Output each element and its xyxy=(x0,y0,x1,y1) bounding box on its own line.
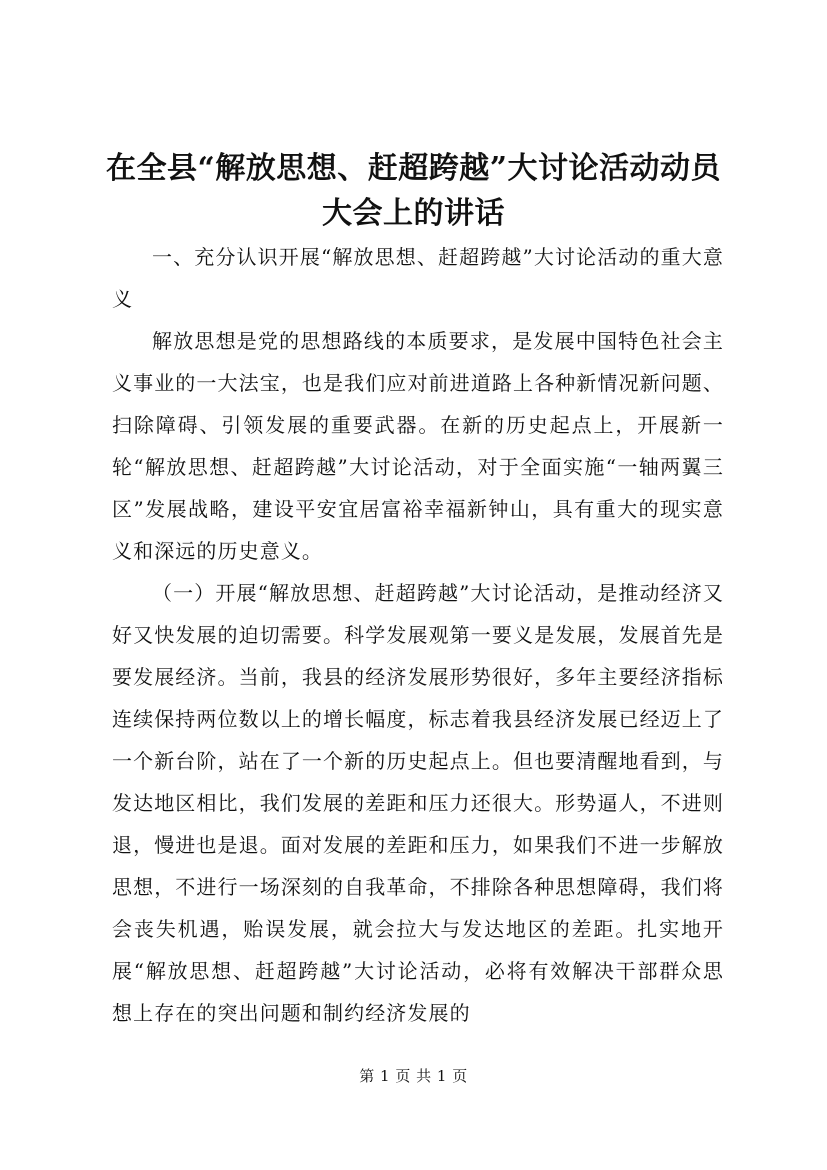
page-footer: 第 1 页 共 1 页 xyxy=(359,1067,468,1085)
document-title: 在全县“解放思想、赶超跨越”大讨论活动动员大会上的讲话 xyxy=(105,151,721,231)
body-paragraph: 解放思想是党的思想路线的本质要求，是发展中国特色社会主义事业的一大法宝，也是我们应对前进道路上各种新情况新问题、扫除障碍、引领发展的重要武器。在新的历史起点上，开展新一轮“解放思想、赶超跨越”大讨论活动，对于全面实施“一轴两翼三区”发展战略，建设平安宜居富裕幸福新钟山，具有重大的现实意义和深远的历史意义。 xyxy=(112,329,724,563)
body-paragraph: （一）开展“解放思想、赶超跨越”大讨论活动，是推动经济又好又快发展的迫切需要。科学发展观第一要义是发展，发展首先是要发展经济。当前，我县的经济发展形势很好，多年主要经济指标连续保持两位数以上的增长幅度，标志着我县经济发展已经迈上了一个新台阶，站在了一个新的历史起点上。但也要清醒地看到，与发达地区相比，我们发展的差距和压力还很大。形势逼人，不进则退，慢进也是退。面对发展的差距和压力，如果我们不进一步解放思想，不进行一场深刻的自我革命，不排除各种思想障碍，我们将会丧失机遇，贻误发展，就会拉大与发达地区的差距。扎实地开展“解放思想、赶超跨越”大讨论活动，必将有效解决干部群众思想上存在的突出问题和制约经济发展的 xyxy=(112,581,724,1025)
section-heading: 一、充分认识开展“解放思想、赶超跨越”大讨论活动的重大意义 xyxy=(112,245,724,311)
document-body xyxy=(112,236,724,1034)
